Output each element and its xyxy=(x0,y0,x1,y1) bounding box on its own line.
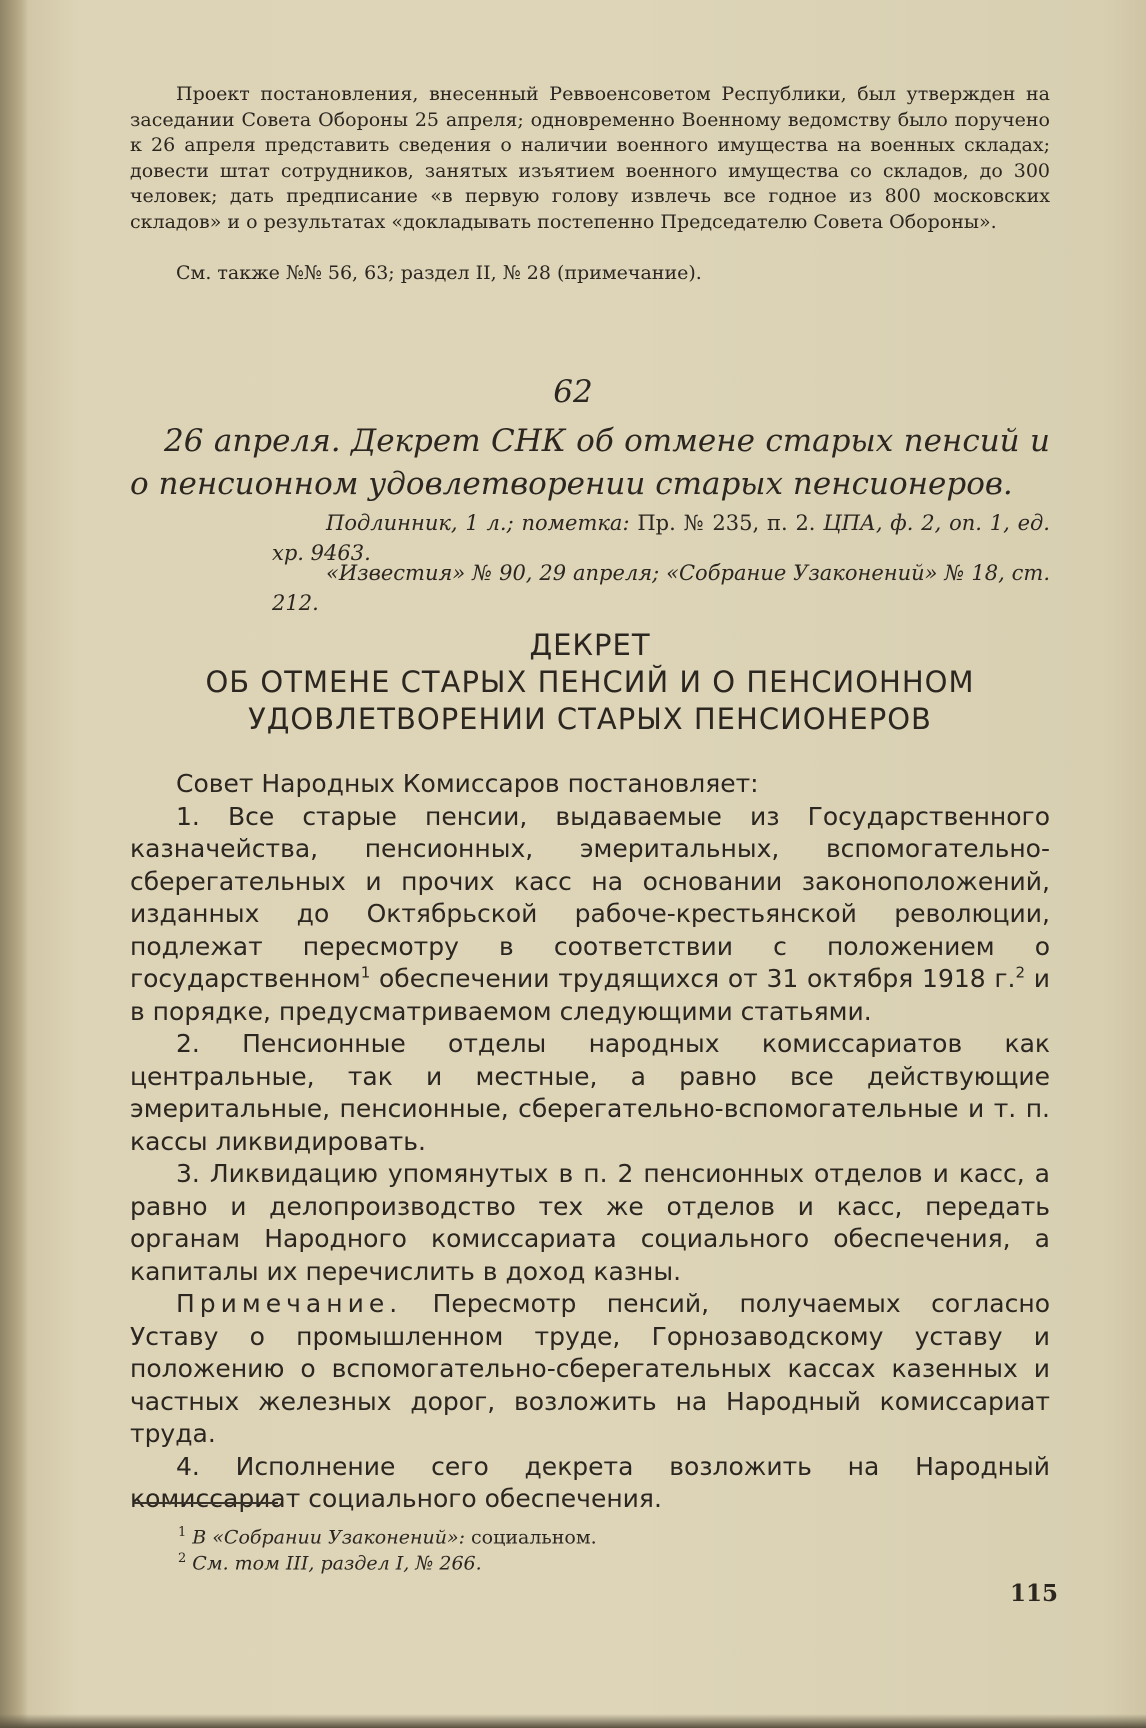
document-number: 62 xyxy=(553,374,593,410)
preamble-text: Проект постановления, внесенный Реввоенсоветом Республики, был утвержден на заседании Совета Обороны 25 апреля; одновременно Военному ведомству было поручено к 26 апреля представить сведения о наличии военного имущества на военных складах; довести штат сотрудников, занятых изъятием военного имущества со складов, до 300 человек; дать предписание «в первую голову извлечь все годное из 800 московских складов» и о результатах «докладывать постепенно Председателю Совета Обороны». xyxy=(130,83,1050,233)
note-text: Пересмотр пенсий, получаемых согласно Уставу о промышленном труде, Горнозаводскому уставу и положению о вспомогательно-сберегательных кассах казенных и частных железных дорог, возложить на Народный комиссариат труда. xyxy=(130,1289,1050,1448)
decree-article-3: 3. Ликвидацию упомянутых в п. 2 пенсионных отделов и касс, а равно и делопроизводство тех же отделов и касс, передать органам Народного комиссариата социального обеспечения, а капиталы их перечислить в доход казны. xyxy=(130,1159,1050,1286)
footnote-2-mark: 2 xyxy=(178,1551,187,1566)
note-label: Примечание. xyxy=(176,1289,403,1318)
decree-article-2: 2. Пенсионные отделы народных комиссариатов как центральные, так и местные, а равно все действующие эмеритальные, пенсионные, сберегательно-вспомогательные и т. п. кассы ликвидировать. xyxy=(130,1029,1050,1156)
footnote-1-mark: 1 xyxy=(178,1525,187,1540)
footnote-ref-2: 2 xyxy=(1015,963,1026,982)
book-spine-shadow xyxy=(0,0,28,1728)
decree-heading-line-3: УДОВЛЕТВОРЕНИИ СТАРЫХ ПЕНСИОНЕРОВ xyxy=(248,702,932,736)
footnote-1-italic: В «Собрании Узаконений»: xyxy=(192,1526,465,1549)
decree-article-1 xyxy=(130,801,1050,1029)
footnote-ref-1: 1 xyxy=(360,963,371,982)
preamble-paragraph xyxy=(130,82,1050,235)
decree-intro: Совет Народных Комиссаров постановляет: xyxy=(176,769,759,798)
decree-note xyxy=(130,1288,1050,1451)
source-mark: Пр. № 235, п. 2. xyxy=(637,511,816,535)
decree-heading-line-2: ОБ ОТМЕНЕ СТАРЫХ ПЕНСИЙ И О ПЕНСИОННОМ xyxy=(205,665,975,699)
page-number: 115 xyxy=(1010,1580,1059,1607)
footnote-divider xyxy=(134,1502,278,1504)
footnote-1 xyxy=(178,1521,1038,1549)
document-title: 26 апреля. Декрет СНК об отмене старых пенсий и о пенсионном удовлетворении старых пенсионеров. xyxy=(130,423,1050,502)
see-also-note: См. также №№ 56, 63; раздел II, № 28 (примечание). xyxy=(176,262,702,284)
decree-heading-line-1: ДЕКРЕТ xyxy=(529,628,651,662)
decree-body xyxy=(130,768,1050,1516)
footnote-2 xyxy=(178,1547,1038,1575)
publication-source: «Известия» № 90, 29 апреля; «Собрание Узаконений» № 18, ст. 212. xyxy=(272,561,1050,615)
article-1-text-a: 1. Все старые пенсии, выдаваемые из Государственного казначейства, пенсионных, эмеритальных, вспомогательно-сберегательных и прочих касс на основании законоположений, изданных до Октябрьской рабоче-крестьянской революции, подлежат пересмотру в соответствии с положением о государственном xyxy=(130,801,1050,993)
source-archive: ЦПА, ф. 2, оп. 1, ед. хр. 9463. xyxy=(272,511,1050,565)
decree-article-4: 4. Исполнение сего декрета возложить на Народный комиссариат социального обеспечения. xyxy=(130,1451,1050,1513)
page-bottom-edge xyxy=(0,1714,1146,1728)
footnote-1-text: социальном. xyxy=(464,1526,597,1549)
footnote-2-italic: См. том III, раздел I, № 266. xyxy=(192,1552,482,1575)
article-1-text-b: обеспечении трудящихся от 31 октября 1918 г. xyxy=(370,964,1016,993)
source-original: Подлинник, 1 л.; пометка: xyxy=(326,511,638,535)
article-1-text-c: и в порядке, предусматриваемом следующими статьями. xyxy=(130,964,1050,1026)
